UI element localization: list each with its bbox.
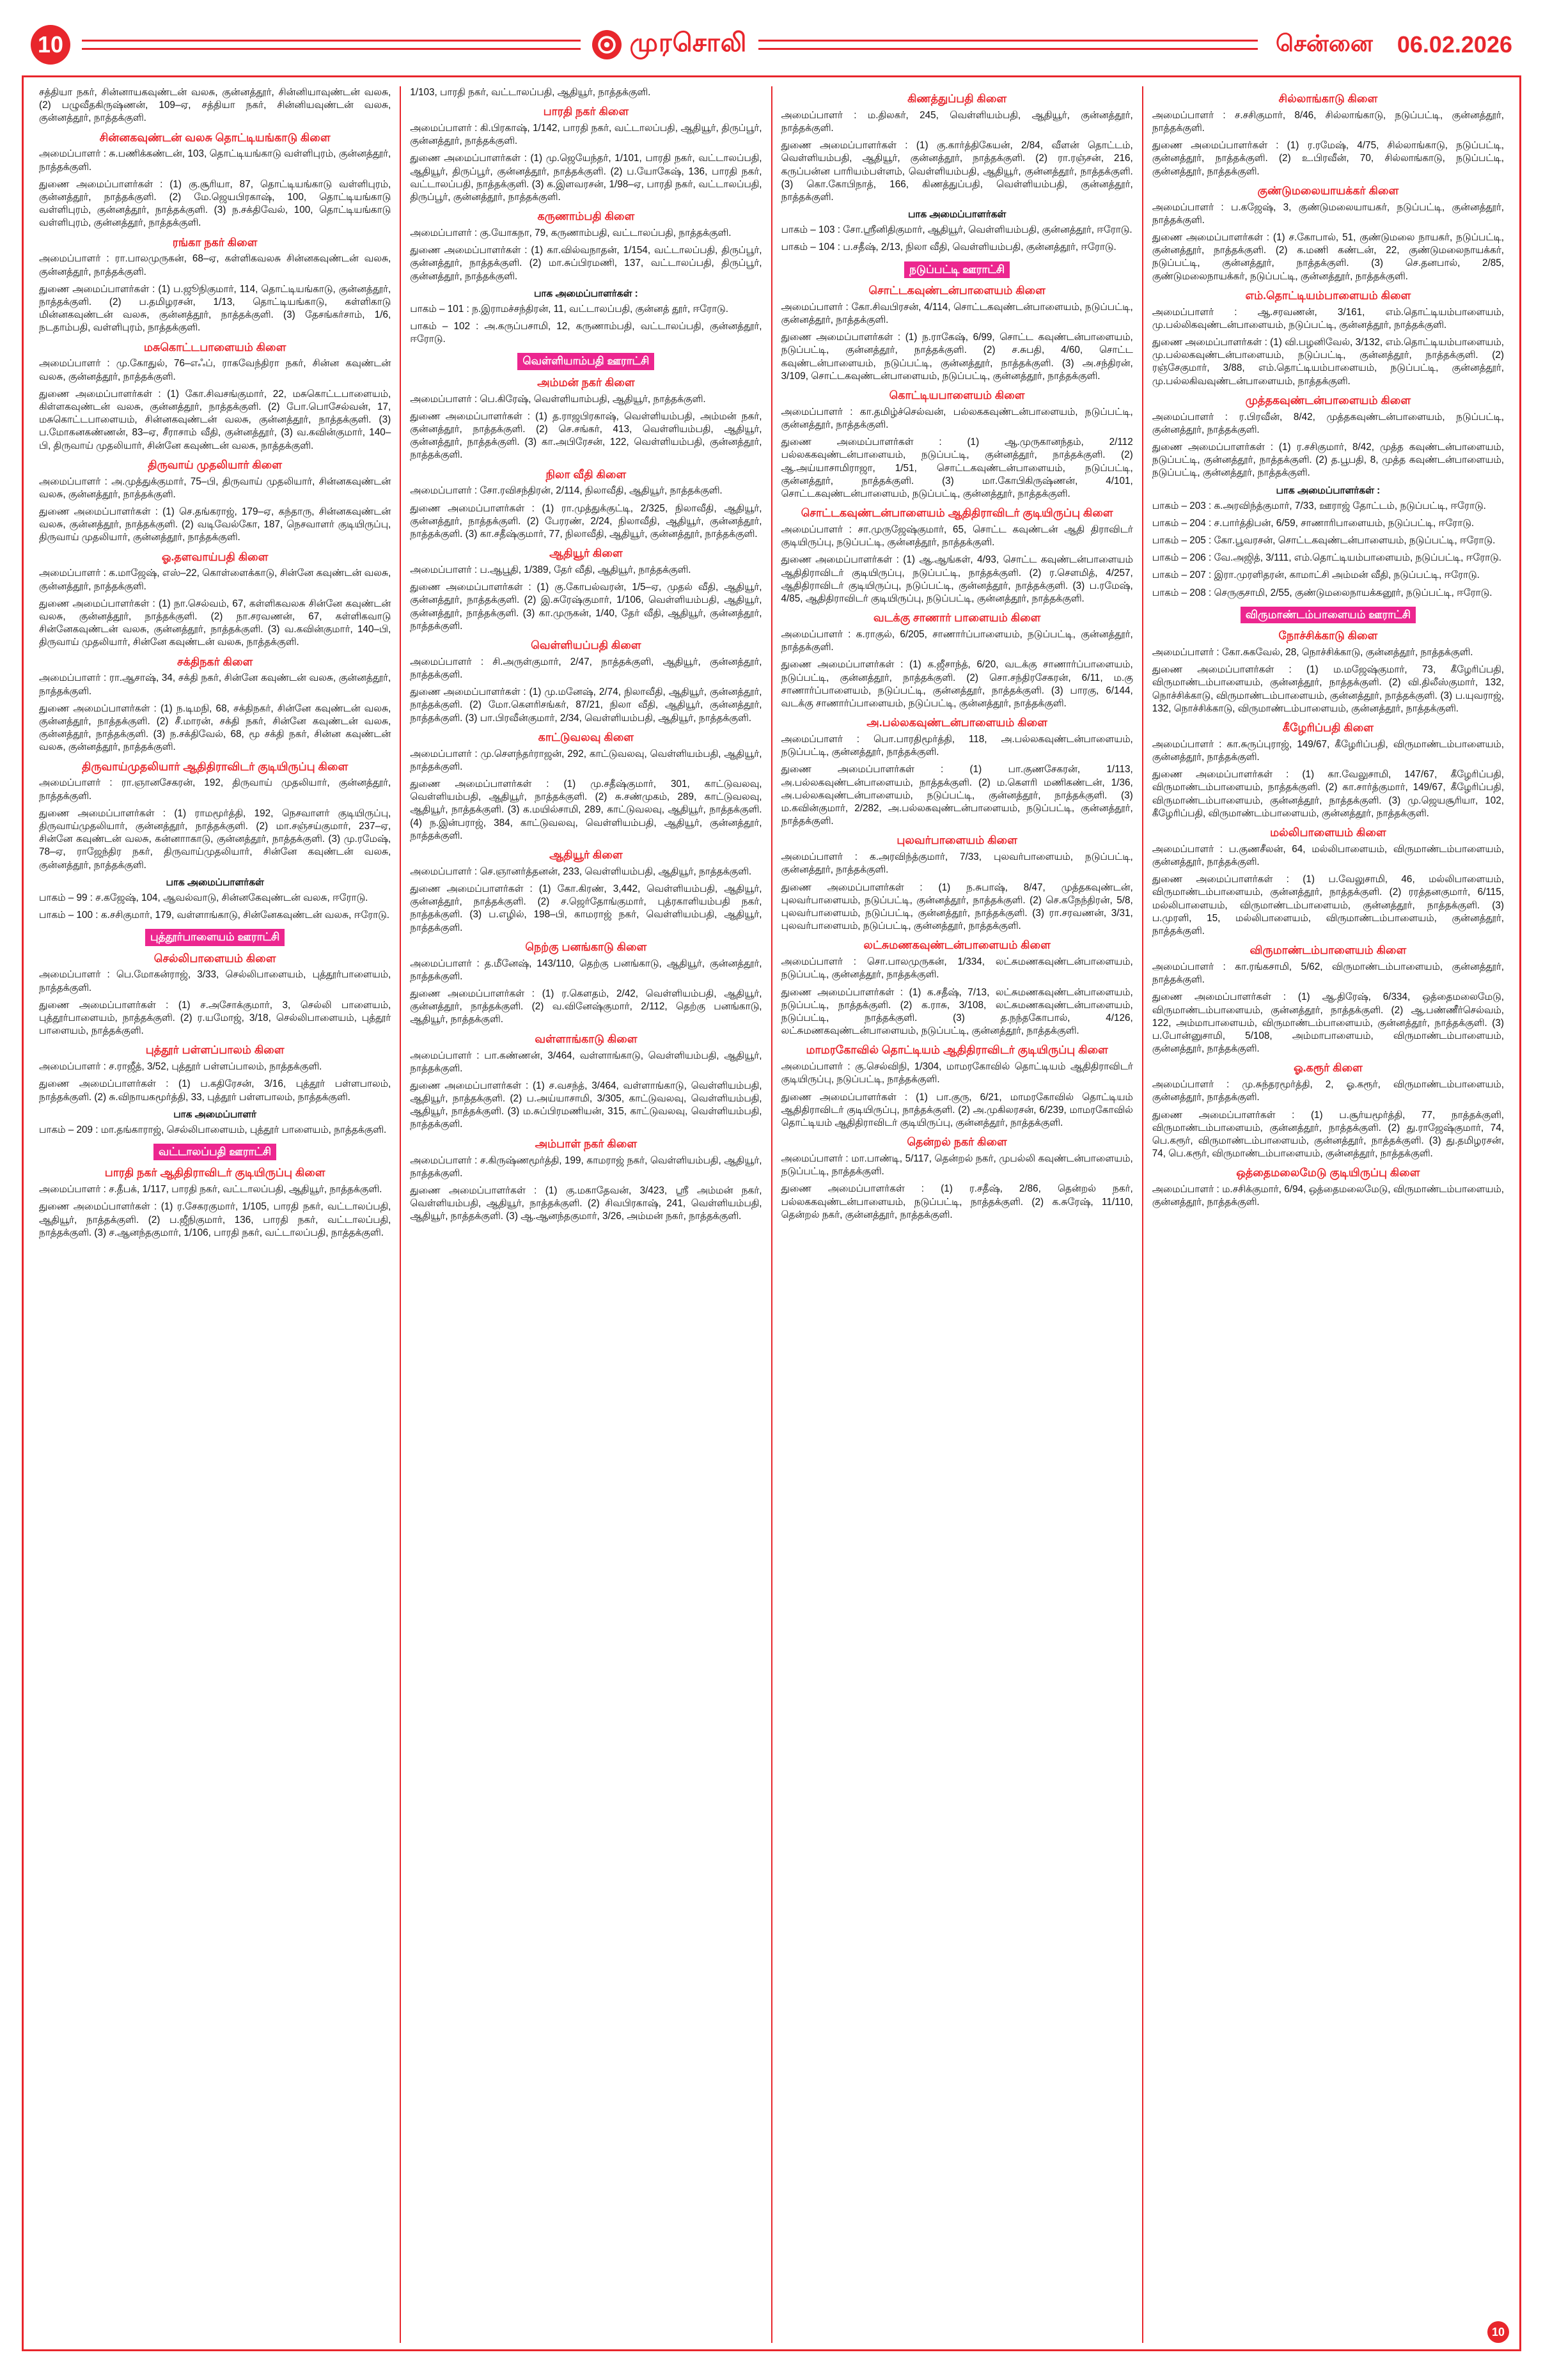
body-paragraph: துணை அமைப்பாளர்கள் : (1) பா.குணசேகரன், 1/113, அ.பல்லகவுண்டன்பாளையம், நாத்தக்குளி. (2) ம.கௌரி மணிகண்டன், 1/36, அ.பல்லகவுண்டன்பாளையம், நடுப்பட்டி, குன்னத்தூர், நாத்தக்குளி. (3) ம.கவின்குமார், 2/282, அ.பல்லகவுண்டன்பாளையம், நடுப்பட்டி, குன்னத்தூர், நாத்தக்குளி. <box>781 764 1133 827</box>
ward-heading: வட்டாலப்பதி ஊராட்சி <box>153 1144 276 1160</box>
body-paragraph: சத்தியா நகர், சின்னாயகவுண்டன் வலசு, குன்னத்தூர், சின்னியாவுண்டன் வலசு, (2) பழுவீதகிருஷ்ணன், 109–ஏ, சத்தியா நகர், சின்னியவுண்டன் வலசு, குன்னத்தூர், நாத்தக்குளி. <box>39 87 391 124</box>
body-paragraph: பாகம் – 99 : ச.கஜேஷ், 104, ஆவல்வாடு, சின்னகேவுண்டன் வலசு, ஈரோடு. <box>39 892 368 903</box>
body-paragraph: துணை அமைப்பாளர்கள் : (1) கா.வேலுசாமி, 147/67, கீழேரிப்பதி, விருமாண்டம்பாளையம், நாத்தக்குளி. (2) கா.சார்த்குமார், 149/67, கீழேரிப்பதி, விருமாண்டம்பாளையம், குன்னத்தூர், நாத்தக்குளி. (3) மு.ஜெயசூரியா, 102, கீழேரிப்பதி, விருமாண்டம்பாளையம், குன்னத்தூர், நாத்தக்குளி. <box>1152 769 1504 819</box>
body-paragraph: பாகம் – 207 : இரா.முரளிதரன், காமாட்சி அம்மன் வீதி, நடுப்பட்டி, ஈரோடு. <box>1152 570 1480 581</box>
body-paragraph: அமைப்பாளர் : க.அரவிந்த்குமார், 7/33, புலவர்பாளையம், நடுப்பட்டி, குன்னத்தூர், நாத்தக்குளி. <box>781 852 1133 876</box>
body-paragraph: அமைப்பாளர் : மு.சுந்தரமூர்த்தி, 2, ஓ.கரூர், விருமாண்டம்பாளையம், குன்னத்தூர், நாத்தக்குளி. <box>1152 1079 1504 1103</box>
body-paragraph: அமைப்பாளர் : சொ.பாலமுருகன், 1/334, லட்சுமணகவுண்டன்பாளையம், நடுப்பட்டி, குன்னத்தூர், நாத்தக்குளி. <box>781 956 1133 981</box>
edition-info <box>1269 30 1512 60</box>
body-paragraph: அமைப்பாளர் : ம.திலகர், 245, வெள்ளியம்பதி, ஆதியூர், குன்னத்தூர், நாத்தக்குளி. <box>781 109 1133 134</box>
branch-heading: அ.பல்லகவுண்டன்பாளையம் கிளை <box>866 716 1047 729</box>
branch-heading: திருவாய் முதலியார் கிளை <box>148 458 283 471</box>
branch-heading: வடக்கு சாணார் பாளையம் கிளை <box>873 611 1041 625</box>
body-paragraph: அமைப்பாளர் : ஆ.சரவணன், 3/161, எம்.தொட்டியம்பாளையம், மு.பல்லிகவுண்டன்பாளையம், நடுப்பட்டி, குன்னத்தூர், நாத்தக்குளி. <box>1152 306 1504 331</box>
branch-heading: சின்னகவுண்டன் வலசு தொட்டியங்காடு கிளை <box>99 130 331 144</box>
body-paragraph: அமைப்பாளர் : பா.கண்ணன், 3/464, வள்ளாங்காடு, வெள்ளியம்பதி, ஆதியூர், நாத்தக்குளி. <box>410 1050 762 1074</box>
branch-heading: ஓ.தளவாய்பதி கிளை <box>161 550 269 563</box>
body-paragraph: துணை அமைப்பாளர்கள் : (1) ச.வசந்த், 3/464, வள்ளாங்காடு, வெள்ளியம்பதி, ஆதியூர், நாத்தக்குளி. (2) ப.அய்யாசாமி, 3/305, காட்டுவலவு, வெள்ளியம்பதி, ஆதியூர், நாத்தக்குளி. (3) ம.சுப்பிரமணியன், 315, காட்டுவலவு, வெள்ளியம்பதி, நாத்தக்குளி. <box>410 1080 762 1130</box>
body-paragraph: துணை அமைப்பாளர்கள் : (1) கு.சூரியா, 87, தொட்டியங்காடு வள்ளிபுரம், குன்னத்தூர், நாத்தக்குளி. (2) மே.ஜெயபிரகாஷ், 100, தொட்டியங்காடு வள்ளிபுரம், குன்னத்தூர், நாத்தக்குளி. (3) ந.சக்திவேல், 100, தொட்டியங்காடு வள்ளிபுரம், குன்னத்தூர், நாத்தக்குளி. <box>39 178 391 229</box>
branch-heading: கொட்டியபாளையம் கிளை <box>889 388 1025 401</box>
body-paragraph: அமைப்பாளர் : ச.தீபக், 1/117, பாரதி நகர், வட்டாலப்பதி, ஆதியூர், நாத்தக்குளி. <box>39 1184 382 1195</box>
branch-heading: ஆதியூர் கிளை <box>549 547 623 560</box>
section-subheading: பாக அமைப்பாளர்கள் : <box>534 288 638 299</box>
ward-heading: விருமாண்டம்பாளையம் ஊராட்சி <box>1241 607 1416 623</box>
page-number-badge: 10 <box>31 25 70 65</box>
body-paragraph: துணை அமைப்பாளர்கள் : (1) ப.ஜூநிகுமார், 114, தொட்டியங்காடு, குன்னத்தூர், நாத்தக்குளி. (2) ப.தமிழரசன், 1/13, தொட்டியங்காடு, கள்ளிகாடு மின்னகவுண்டன் வலசு, குன்னத்தூர், நாத்தக்குளி. (3) தேசங்கர்சாம், 1/6, நடதாம்பதி, வள்ளிபுரம், நாத்தக்குளி. <box>39 283 391 334</box>
body-paragraph: துணை அமைப்பாளர்கள் : (1) ஆ.திரேஷ், 6/334, ஒத்தைமலைமேடு, விருமாண்டம்பாளையம், குன்னத்தூர், நாத்தக்குளி. (2) ஆ.பண்ணீர்செல்வம், 122, அம்மாபாளையம், விருமாண்டம்பாளையம், குன்னத்தூர், நாத்தக்குளி. (3) ப.போன்னுசாமி, 5/108, அம்மாபாளையம், விருமாண்டம்பாளையம், குன்னத்தூர், நாத்தக்குளி. <box>1152 992 1504 1055</box>
body-paragraph: துணை அமைப்பாளர்கள் : (1) நா.செல்வம், 67, கள்ளிகவலசு சின்னே கவுண்டன் வலசு, குன்னத்தூர், நாத்தக்குளி. (2) நா.சரவணன், 67, கள்ளிகவாடு சின்னேகவுண்டன் வலசு, குன்னத்தூர், நாத்தக்குளி. (3) வ.கவின்குமார், 140–பி, திருவாய் முதலியார், சின்னே கவுண்டன் வலசு, நாத்தக்குளி. <box>39 598 391 648</box>
branch-heading: கீழேரிப்பதி கிளை <box>1282 720 1374 734</box>
body-paragraph: அமைப்பாளர் : பொ.பாரதிமூர்த்தி, 118, அ.பல்லகவுண்டன்பாளையம், நடுப்பட்டி, குன்னத்தூர், நாத்தக்குளி. <box>781 734 1133 758</box>
section-subheading: பாக அமைப்பாளர் <box>173 1108 256 1120</box>
body-paragraph: பாகம் – 208 : செருகுசாமி, 2/55, குண்டுமலைநாயக்கனூர், நடுப்பட்டி, ஈரோடு. <box>1152 587 1492 598</box>
body-paragraph: பாகம் – 100 : க.சசிகுமார், 179, வள்ளாங்காடு, சின்னேகவுண்டன் வலசு, ஈரோடு. <box>39 909 390 921</box>
body-paragraph: துணை அமைப்பாளர்கள் : (1) ஆ.முருகானந்தம், 2/112 பல்லககவுண்டன்பாளையம், நடுப்பட்டி, குன்னத்தூர், நாத்தக்குளி. (2) ஆ.அய்யாசாமிராஜா, 1/51, சொட்டகவுண்டன்பாளையம், நடுப்பட்டி, குன்னத்தூர், நாத்தக்குளி. (3) மா.கோபிகிருஷ்ணன், 4/101, சொட்டகவுண்டன்பாளையம், நடுப்பட்டி, குன்னத்தூர், நாத்தக்குளி. <box>781 437 1133 499</box>
masthead <box>22 18 1521 72</box>
branch-heading: சொட்டகவுண்டன்பாளையம் ஆதிதிராவிடர் குடியிருப்பு கிளை <box>801 506 1113 520</box>
body-paragraph: பாகம் – 203 : க.அரவிந்த்குமார், 7/33, ஊராஜ் தோட்டம், நடுப்பட்டி, ஈரோடு. <box>1152 500 1486 511</box>
content-frame <box>22 75 1521 2351</box>
body-paragraph: அமைப்பாளர் : கு.யோகநா, 79, கருணாம்பதி, வட்டாலப்பதி, நாத்தக்குளி. <box>410 228 732 239</box>
body-paragraph: துணை அமைப்பாளர்கள் : (1) ப.சூர்யமூர்த்தி, 77, நாத்தக்குளி, விருமாண்டம்பாளையம், குன்னத்தூர், நாத்தக்குளி. (2) து.ராஜேஷ்குமார், 74, பெ.கரூர், விருமாண்டம்பாளையம், குன்னத்தூர், நாத்தக்குளி. (3) து.தமிழரசன், 74, பெ.கரூர், விருமாண்டம்பாளையம், குன்னத்தூர், நாத்தக்குளி. <box>1152 1109 1504 1160</box>
body-paragraph: அமைப்பாளர் : சி.அருள்குமார், 2/47, நாத்தக்குளி, ஆதியூர், குன்னத்தூர், நாத்தக்குளி. <box>410 656 762 681</box>
body-paragraph: அமைப்பாளர் : பெ.கிரேஷ், வெள்ளியாம்பதி, ஆதியூர், நாத்தக்குளி. <box>410 393 706 405</box>
body-paragraph: துணை அமைப்பாளர்கள் : (1) செ.தங்கராஜ், 179–ஏ, கந்தாரு, சின்னகவுண்டன் வலசு, குன்னத்தூர், நாத்தக்குளி. (2) வடிவேல்கோ, 187, நெசவாளர் குடியிருப்பு, திருவாய் முதலியார், குன்னத்தூர், நாத்தக்குளி. <box>39 506 391 543</box>
body-paragraph: துணை அமைப்பாளர்கள் : (1) ந.டிமநி, 68, சக்திநகர், சின்னே கவுண்டன் வலசு, குன்னத்தூர், நாத்தக்குளி. (2) சீ.மாரன், சக்தி நகர், சின்னே கவுண்டன் வலசு, குன்னத்தூர், நாத்தக்குளி. (3) ந.சக்திவேல், 68, மூ சக்தி நகர், சின்ன கவுண்டன் வலசு, குன்னத்தூர், நாத்தக்குளி. <box>39 703 391 753</box>
body-paragraph: அமைப்பாளர் : ரா.ஆசாஷ், 34, சக்தி நகர், சின்னே கவுண்டன் வலசு, குன்னத்தூர், நாத்தக்குளி. <box>39 673 391 697</box>
branch-heading: பாரதி நகர் கிளை <box>543 105 629 118</box>
section-subheading: பாக அமைப்பாளர்கள் <box>907 209 1006 221</box>
body-paragraph: துணை அமைப்பாளர்கள் : (1) வி.பழனிவேல், 3/132, எம்.தொட்டியம்பாளையம், மு.பல்லகவுண்டன்பாளையம், நடுப்பட்டி, குன்னத்தூர், நாத்தக்குளி. (2) ரஞ்சேகுமார், 3/88, எம்.தொட்டியம்பாளையம், நடுப்பட்டி, குன்னத்தூர், மு.பல்லகிவவுண்டன்பாளையம், நாத்தக்குளி. <box>1152 337 1504 387</box>
branch-heading: செல்லிபாளையம் கிளை <box>153 951 276 965</box>
body-paragraph: அமைப்பாளர் : ச.கிருஷ்ணமூர்த்தி, 199, காமராஜ் நகர், வெள்ளியம்பதி, ஆதியூர், நாத்தக்குளி. <box>410 1155 762 1179</box>
edition-date: 06.02.2026 <box>1397 31 1512 58</box>
body-paragraph: துணை அமைப்பாளர்கள் : (1) ச.கோபால், 51, குண்டுமலை நாயகர், நடுப்பட்டி, குன்னத்தூர், நாத்தக்குளி. (2) க.மணி கண்டன், 22, குண்டுமலைநாயக்கர், நடுப்பட்டி, குன்னத்தூர், நாத்தக்குளி. (3) செ.தனபால், 2/85, குண்டுமலைநாயக்கர், நடுப்பட்டி, குன்னத்தூர், நாத்தக்குளி. <box>1152 232 1504 282</box>
body-paragraph: அமைப்பாளர் : மா.பாண்டி, 5/117, தென்றல் நகர், முபல்லி கவுண்டன்பாளையம், நடுப்பட்டி, நாத்தக்குளி. <box>781 1153 1133 1178</box>
body-paragraph: அமைப்பாளர் : கோ.சிவபிரசன், 4/114, சொட்டகவுண்டன்பாளையம், நடுப்பட்டி, குன்னத்தூர், நாத்தக்குளி. <box>781 301 1133 326</box>
body-paragraph: துணை அமைப்பாளர்கள் : (1) கு.கோபல்வரன், 1/5–ஏ, முதல் வீதி, ஆதியூர், குன்னத்தூர், நாத்தக்குளி. (2) இ.சுரேஷ்குமார், 1/106, வெள்ளியம்பதி, ஆதியூர், குன்னத்தூர், நாத்தக்குளி. (3) கா.முருகன், 1/40, தேர் வீதி, ஆதியூர், குன்னத்தூர், நாத்தக்குளி. <box>410 582 762 632</box>
body-paragraph: துணை அமைப்பாளர்கள் : (1) பா.குரு, 6/21, மாமரகோவில் தொட்டியம் ஆதிதிராவிடர் குடியிருப்பு, நாத்தக்குளி. (2) அ.முகிலரசன், 6/239, மாமரகோவில் தொட்டியம் ஆதிதிராவிடர் குடியிருப்பு, குன்னத்தூர், நாத்தக்குளி. <box>781 1091 1133 1128</box>
section-subheading: பாக அமைப்பாளர்கள் : <box>1276 485 1381 496</box>
branch-heading: சக்திநகர் கிளை <box>176 655 253 668</box>
body-paragraph: பாகம் – 102 : அ.கருப்பசாமி, 12, கருணாம்பதி, வட்டாலப்பதி, குன்னத்தூர், ஈரோடு. <box>410 321 762 345</box>
branch-heading: ஓ.கரூர் கிளை <box>1293 1061 1363 1075</box>
body-paragraph: அமைப்பாளர் : ரா.ஞானசேகரன், 192, திருவாய் முதலியார், குன்னத்தூர், நாத்தக்குளி. <box>39 777 391 802</box>
column-3 <box>772 86 1143 2343</box>
branch-heading: தென்றல் நகர் கிளை <box>907 1135 1007 1149</box>
body-paragraph: அமைப்பாளர் : கா.தமிழ்ச்செல்வன், பல்லககவுண்டன்பாளையம், நடுப்பட்டி, குன்னத்தூர், நாத்தக்குளி. <box>781 406 1133 431</box>
body-paragraph: பாகம் – 101 : ந.இராமச்சந்திரன், 11, வட்டாலப்பதி, குன்னத் தூர், ஈரோடு. <box>410 303 728 315</box>
branch-heading: நோச்சிக்காடு கிளை <box>1278 629 1378 642</box>
body-paragraph: துணை அமைப்பாளர்கள் : (1) ம.மஜேஷ்குமார், 73, கீழேரிப்பதி, விருமாண்டம்பாளையம், குன்னத்தூர், நாத்தக்குளி. (2) வி.திலீஸ்குமார், 132, நொச்சிக்காடு, விருமாண்டம்பாளையம், குன்னத்தூர், நாத்தக்குளி. (3) ப.யுவராஜ், 132, நொச்சிக்காடு, விருமாண்டம்பாளையம், குன்னத்தூர், நாத்தக்குளி. <box>1152 664 1504 714</box>
branch-heading: சில்லாங்காடு கிளை <box>1278 92 1378 105</box>
body-paragraph: பாகம் – 205 : கோ.பூவரசன், சொட்டகவுண்டன்பாளையம், நடுப்பட்டி, ஈரோடு. <box>1152 535 1496 546</box>
ward-heading: வெள்ளியாம்பதி ஊராட்சி <box>517 353 654 369</box>
body-paragraph: துணை அமைப்பாளர்கள் : (1) மு.சதீஷ்குமார், 301, காட்டுவலவு, வெள்ளியம்பதி, ஆதியூர், நாத்தக்குளி. (2) சு.சண்முகம், 289, காட்டுவலவு, ஆதியூர், நாத்தக்குளி. (3) க.மயில்சாமி, 289, காட்டுவலவு, ஆதியூர், நாத்தக்குளி. (4) ந.இன்பராஜ், 384, காட்டுவலவு, வெள்ளியம்பதி, ஆதியூர், குன்னத்தூர், நாத்தக்குளி. <box>410 779 762 841</box>
body-paragraph: அமைப்பாளர் : ப.ஆபூதி, 1/389, தேர் வீதி, ஆதியூர், நாத்தக்குளி. <box>410 564 691 576</box>
branch-heading: ஒத்தைமலைமேடு குடியிருப்பு கிளை <box>1236 1166 1420 1179</box>
column-2 <box>401 86 772 2343</box>
body-paragraph: துணை அமைப்பாளர்கள் : (1) ரா.முத்துக்குட்டி, 2/325, நிலாவீதி, ஆதியூர், குன்னத்தூர், நாத்தக்குளி. (2) பேரரண், 2/24, நிலாவீதி, ஆதியூர், குன்னத்தூர், நாத்தக்குளி. (3) கா.சதீஷ்குமார், 77, நிலாவீதி, ஆதியூர், குன்னத்தூர், நாத்தக்குளி. <box>410 502 762 540</box>
body-paragraph: துணை அமைப்பாளர்கள் : (1) மு.மனேஷ், 2/74, நிலாவீதி, ஆதியூர், குன்னத்தூர், நாத்தக்குளி. (2) மோ.கௌரிசங்கர், 87/21, நிலா வீதி, ஆதியூர், குன்னத்தூர், நாத்தக்குளி. (3) பா.பிரவீன்குமார், 2/34, வெள்ளியம்பதி, ஆதியூர், நாத்தக்குளி. <box>410 687 762 724</box>
body-paragraph: துணை அமைப்பாளர்கள் : (1) ந.சுபாஷ், 8/47, முத்தகவுண்டன், புலவர்பாளையம், நடுப்பட்டி, குன்னத்தூர், நாத்தக்குளி. (2) செ.கநேந்திரன், 5/8, புலவர்பாளையம், நடுப்பட்டி, குன்னத்தூர், நாத்தக்குளி. (3) ரா.சரவணன், 3/31, புலவர்பாளையம், நடுப்பட்டி, குன்னத்தூர், நாத்தக்குளி. <box>781 882 1133 932</box>
branch-heading: பாரதி நகர் ஆதிதிராவிடர் குடியிருப்பு கிளை <box>104 1166 325 1179</box>
body-paragraph: அமைப்பாளர் : அ.முத்துக்குமார், 75–பி, திருவாய் முதலியார், சின்னகவுண்டன் வலசு, குன்னத்தூர், நாத்தக்குளி. <box>39 476 391 500</box>
body-paragraph: அமைப்பாளர் : ச.சசிகுமார், 8/46, சில்லாங்காடு, நடுப்பட்டி, குன்னத்தூர், நாத்தக்குளி. <box>1152 109 1504 134</box>
branch-heading: வள்ளாங்காடு கிளை <box>535 1032 638 1045</box>
body-paragraph: அமைப்பாளர் : கு.செல்விநி, 1/304, மாமரகோவில் தொட்டியம் ஆதிதிராவிடர் குடியிருப்பு, நடுப்பட்டி, நாத்தக்குளி. <box>781 1061 1133 1085</box>
body-paragraph: அமைப்பாளர் : ப.குணசீலன், 64, மல்லிபாளையம், விருமாண்டம்பாளையம், குன்னத்தூர், நாத்தக்குளி. <box>1152 843 1504 868</box>
section-subheading: பாக அமைப்பாளர்கள் <box>166 876 264 888</box>
ward-heading: புத்தூர்பாளையம் ஊராட்சி <box>145 929 285 945</box>
edition-city: சென்னை <box>1275 29 1373 56</box>
body-paragraph: 1/103, பாரதி நகர், வட்டாலப்பதி, ஆதியூர், நாத்தக்குளி. <box>410 87 651 98</box>
branch-heading: மசுகொட்டபாளையம் கிளை <box>143 340 286 354</box>
branch-heading: காட்டுவலவு கிளை <box>538 730 634 743</box>
body-paragraph: துணை அமைப்பாளர்கள் : (1) கோ.சிவசங்குமார், 22, மசுகொட்டபாளையம், கிள்ளகவுண்டன் வலசு, குன்னத்தூர், நாத்தக்குளி. (2) போ.பொசேல்வன், 17, மசுகொட்டபாளையம், சின்னகவுண்டன் வலசு, குன்னத்தூர், நாத்தக்குளி. (3) ப.மோகனகண்ணன், 83–ஏ, சீராசாம் வீதி, குன்னத்தூர், (3) வ.கவின்குமார், 140–பி, திருவாய் முதலியார், சின்னே கவுண்டன் வலசு, நாத்தக்குளி. <box>39 388 391 451</box>
body-paragraph: அமைப்பாளர் : ப.கஜேஷ், 3, குண்டுமலையாயகர், நடுப்பட்டி, குன்னத்தூர், நாத்தக்குளி. <box>1152 201 1504 226</box>
branch-heading: திருவாய்முதலியார் ஆதிதிராவிடர் குடியிருப்பு கிளை <box>82 759 349 773</box>
branch-heading: கிணத்துப்பதி கிளை <box>907 92 1007 105</box>
branch-heading: புத்தூர் பள்ளப்பாலம் கிளை <box>145 1043 285 1057</box>
body-paragraph: துணை அமைப்பாளர்கள் : (1) த.ராஜபிரகாஷ், வெள்ளியம்பதி, அம்மன் நகர், குன்னத்தூர், நாத்தக்குளி. (2) செ.சங்கர், 413, வெள்ளியம்பதி, ஆதியூர், குன்னத்தூர், நாத்தக்குளி. (3) கா.அபிரேசன், 122, வெள்ளியம்பதி, குன்னத்தூர், நாத்தக்குளி. <box>410 410 762 461</box>
ward-heading: நடுப்பட்டி ஊராட்சி <box>904 261 1010 278</box>
body-paragraph: துணை அமைப்பாளர்கள் : (1) கோ.கிரண், 3,442, வெள்ளியம்பதி, ஆதியூர், குன்னத்தூர், நாத்தக்குளி. (2) ச.ஜெர்தோங்குமார், புத்ரகாளியம்பதி நகர், நாத்தக்குளி. (3) ப.எழில், 198–பி, காமராஜ் நகர், வெள்ளியம்பதி, ஆதியூர், நாத்தக்குளி. <box>410 883 762 933</box>
branch-heading: வெள்ளியப்பதி கிளை <box>531 639 641 652</box>
body-paragraph: துணை அமைப்பாளர்கள் : (1) ப.கதிரேசன், 3/16, புத்தூர் பள்ளபாலம், நாத்தக்குளி. (2) சு.விநாயகமூர்த்தி, 33, புத்தூர் பள்ளபாலம், நாத்தக்குளி. <box>39 1078 391 1103</box>
body-paragraph: துணை அமைப்பாளர்கள் : (1) கு.மகாதேவன், 3/423, ஸ்ரீ அம்மன் நகர், வெள்ளியம்பதி, ஆதியூர், நாத்தக்குளி. (2) சிவபிரகாஷ், 241, வெள்ளியம்பதி, ஆதியூர், நாத்தக்குளி. (3) ஆ.ஆனந்தகுமார், 3/26, அம்மன் நகர், நாத்தக்குளி. <box>410 1185 762 1222</box>
branch-heading: நிலா வீதி கிளை <box>545 467 627 481</box>
body-paragraph: துணை அமைப்பாளர்கள் : (1) மு.ஜெயேந்தர், 1/101, பாரதி நகர், வட்டாலப்பதி, ஆதியூர், திருப்பூர், குன்னத்தூர், நாத்தக்குளி. (2) ப.யோகேஷ், 136, பாரதி நகர், வட்டாலப்பதி, நாத்தக்குளி. (3) க.இளவரசன், 1/98–ஏ, பாரதி நகர், வட்டாலப்பதி, திருப்பூர், குன்னத்தூர், நாத்தக்குளி. <box>410 153 762 203</box>
column-container <box>30 86 1513 2343</box>
column-4 <box>1143 86 1513 2343</box>
branch-heading: அம்பாள் நகர் கிளை <box>535 1137 638 1150</box>
body-paragraph: துணை அமைப்பாளர்கள் : (1) ர.கௌதம், 2/42, வெள்ளியம்பதி, ஆதியூர், குன்னத்தூர், நாத்தக்குளி. (2) வ.வினேஷ்குமார், 2/112, தெற்கு பனங்காடு, ஆதியூர், நாத்தக்குளி. <box>410 988 762 1025</box>
body-paragraph: அமைப்பாளர் : மு.கோதுல், 76–எஃப், ராகவேந்திரா நகர், சின்ன கவுண்டன் வலசு, குன்னத்தூர், நாத்தக்குளி. <box>39 358 391 382</box>
branch-heading: முத்தகவுண்டன்பாளையம் கிளை <box>1245 393 1411 407</box>
body-paragraph: அமைப்பாளர் : கோ.சுகவேல், 28, நொச்சிக்காடு, குன்னத்தூர், நாத்தக்குளி. <box>1152 647 1473 658</box>
body-paragraph: துணை அமைப்பாளர்கள் : (1) ர.சதீஷ், 2/86, தென்றல் நகர், பல்லககவுண்டன்பாளையம், நடுப்பட்டி, நாத்தக்குளி. (2) க.சுரேஷ், 11/110, தென்றல் நகர், குன்னத்தூர், நாத்தக்குளி. <box>781 1183 1133 1220</box>
body-paragraph: அமைப்பாளர் : ர.பிரவீன், 8/42, முத்தகவுண்டன்பாளையம், நடுப்பட்டி, குன்னத்தூர், நாத்தக்குளி. <box>1152 411 1504 435</box>
body-paragraph: அமைப்பாளர் : க.ராகுல், 6/205, சாணார்ப்பாளையம், நடுப்பட்டி, குன்னத்தூர், நாத்தக்குளி. <box>781 629 1133 653</box>
body-paragraph: துணை அமைப்பாளர்கள் : (1) க.ஜீசாந்த், 6/20, வடக்கு சாணார்ப்பாளையம், நடுப்பட்டி, குன்னத்தூர், நாத்தக்குளி. (2) சொ.சந்திரசேகரன், 6/11, ம.கு சாணார்ப்பாளையம், நடுப்பட்டி, குன்னத்தூர், நாத்தக்குளி. (3) பாரகு, 6/144, வடக்கு சாணார்ப்பாளையம், நடுப்பட்டி, குன்னத்தூர், நாத்தக்குளி. <box>781 659 1133 709</box>
body-paragraph: துணை அமைப்பாளர்கள் : (1) ர.சேகரகுமார், 1/105, பாரதி நகர், வட்டாலப்பதி, ஆதியூர், நாத்தக்குளி. (2) ப.ஜீநிகுமார், 136, பாரதி நகர், வட்டாலப்பதி, நாத்தக்குளி. (3) ச.ஆனந்தகுமார், 1/106, பாரதி நகர், வட்டாலப்பதி, நாத்தக்குளி. <box>39 1201 391 1238</box>
body-paragraph: அமைப்பாளர் : ம.சசிக்குமார், 6/94, ஒத்தைமலைமேடு, விருமாண்டம்பாளையம், குன்னத்தூர், நாத்தக்குளி. <box>1152 1184 1504 1208</box>
branch-heading: மாமரகோவில் தொட்டியம் ஆதிதிராவிடர் குடியிருப்பு கிளை <box>806 1043 1108 1057</box>
body-paragraph: அமைப்பாளர் : சோ.ரவிசந்திரன், 2/114, நிலாவீதி, ஆதியூர், நாத்தக்குளி. <box>410 485 723 497</box>
body-paragraph: அமைப்பாளர் : த.மீனேஷ், 143/110, தெற்கு பனங்காடு, ஆதியூர், குன்னத்தூர், நாத்தக்குளி. <box>410 958 762 982</box>
body-paragraph: துணை அமைப்பாளர்கள் : (1) ப.வேலுசாமி, 46, மல்லிபாளையம், விருமாண்டம்பாளையம், குன்னத்தூர், நாத்தக்குளி. (2) ரரத்தனகுமார், 6/115, மல்லிபாளையம், விருமாண்டம்பாளையம், குன்னத்தூர், நாத்தக்குளி. (3) ப.முரளி, 15, மல்லிபாளையம், விருமாண்டம்பாளையம், குன்னத்தூர், நாத்தக்குளி. <box>1152 874 1504 937</box>
page-footer-badge: 10 <box>1487 2321 1509 2343</box>
branch-heading: ஆதியூர் கிளை <box>549 848 623 862</box>
body-paragraph: துணை அமைப்பாளர்கள் : (1) ச.அசோக்குமார், 3, செல்லி பாளையம், புத்தூர்பாளையம், நாத்தக்குளி. (2) ர.யமோஜ், 3/18, செல்லிபாளையம், புத்தூர் பாளையம், நாத்தக்குளி. <box>39 999 391 1037</box>
body-paragraph: பாகம் – 103 : சோ.ஸ்ரீனிதிகுமார், ஆதியூர், வெள்ளியம்பதி, குன்னத்தூர், ஈரோடு. <box>781 224 1132 236</box>
body-paragraph: அமைப்பாளர் : சா.முருஜேஷ்குமார், 65, சொட்ட கவுண்டன் ஆதி திராவிடர் குடியிருப்பு, நடுப்பட்டி, குன்னத்தூர், நாத்தக்குளி. <box>781 524 1133 548</box>
branch-heading: புலவர்பாளையம் கிளை <box>897 834 1017 847</box>
body-paragraph: பாகம் – 104 : ப.சதீஷ், 2/13, நிலா வீதி, வெள்ளியம்பதி, குன்னத்தூர், ஈரோடு. <box>781 242 1116 253</box>
branch-heading: மல்லிபாளையம் கிளை <box>1270 825 1386 839</box>
masthead-rule-right <box>758 40 1257 50</box>
body-paragraph: அமைப்பாளர் : ச.ராஜீத், 3/52, புத்தூர் பள்ளப்பாலம், நாத்தக்குளி. <box>39 1061 322 1073</box>
publication-name: முரசொலி <box>629 29 748 57</box>
body-paragraph: துணை அமைப்பாளர்கள் : (1) க.சதீஷ், 7/13, லட்சுமணகவுண்டன்பாளையம், நடுப்பட்டி, நாத்தக்குளி. (2) க.ராசு, 3/108, லட்சுமணகவுண்டன்பாளையம், நடுப்பட்டி, நாத்தக்குளி. (3) த.நந்தகோபால், 4/126, லட்சுமணகவுண்டன்பாளையம், நடுப்பட்டி, குன்னத்தூர், நாத்தக்குளி. <box>781 986 1133 1037</box>
masthead-rule-left <box>82 40 581 50</box>
body-paragraph: துணை அமைப்பாளர்கள் : (1) ர.ரமேஷ், 4/75, சில்லாங்காடு, நடுப்பட்டி, குன்னத்தூர், நாத்தக்குளி. (2) உ.பிரவீன், 70, சில்லாங்காடு, நடுப்பட்டி, குன்னத்தூர், நாத்தக்குளி. <box>1152 140 1504 177</box>
body-paragraph: துணை அமைப்பாளர்கள் : (1) ந.ராகேஷ், 6/99, சொட்ட கவுண்டன்பாளையம், நடுப்பட்டி, குன்னத்தூர், நாத்தக்குளி. (2) ச.சுபதி, 4/60, சொட்ட கவுண்டன்பாளையம், நடுப்பட்டி, குன்னத்தூர், நாத்தக்குளி. (3) அ.சந்திரன், 3/109, சொட்டகவுண்டன்பாளையம், நடுப்பட்டி, குன்னத்தூர், நாத்தக்குளி. <box>781 332 1133 382</box>
body-paragraph: அமைப்பாளர் : பெ.மோகன்ராஜ், 3/33, செல்லிபாளையம், புத்தூர்பாளையம், நாத்தக்குளி. <box>39 969 391 993</box>
body-paragraph: பாகம் – 209 : மா.தங்காராஜ், செல்லிபாளையம், புத்தூர் பாளையம், நாத்தக்குளி. <box>39 1124 387 1135</box>
body-paragraph: அமைப்பாளர் : க.மாஜேஷ், எஸ்–22, கொள்ளைக்காடு, சின்னே கவுண்டன் வலசு, குன்னத்தூர், நாத்தக்குளி. <box>39 568 391 592</box>
body-paragraph: பாகம் – 204 : ச.பார்த்திபன், 6/59, சாணாரிபாளையம், நடுப்பட்டி, ஈரோடு. <box>1152 517 1475 529</box>
body-paragraph: பாகம் – 206 : வே.அஜித், 3/111, எம்.தொட்டியம்பாளையம், நடுப்பட்டி, ஈரோடு. <box>1152 552 1502 564</box>
branch-heading: அம்மன் நகர் கிளை <box>537 375 635 389</box>
body-paragraph: அமைப்பாளர் : சு.பணிக்கண்டன், 103, தொட்டியங்காடு வள்ளிபுரம், குன்னத்தூர், நாத்தக்குளி. <box>39 148 391 173</box>
branch-heading: நெற்கு பனங்காடு கிளை <box>525 940 647 953</box>
body-paragraph: அமைப்பாளர் : மு.சௌந்தர்ராஜன், 292, காட்டுவலவு, வெள்ளியம்பதி, ஆதியூர், நாத்தக்குளி. <box>410 748 762 772</box>
branch-heading: குண்டுமலையாயக்கர் கிளை <box>1257 183 1399 197</box>
body-paragraph: துணை அமைப்பாளர்கள் : (1) ராமமூர்த்தி, 192, நெசவாளர் குடியிருப்பு, திருவாய்முதலியார், குன்னத்தூர், நாத்தக்குளி. (2) மா.சஞ்சய்குமார், 237–ஏ, சின்னே கவுண்டன் வலசு, கன்னாாகாடு, குன்னத்தூர், நாத்தக்குளி. (3) மு.ரமேஷ், 78–ஏ, ராஜேந்திர நகர், திருவாய்முதலியார், சின்னே கவுண்டன் வலசு, குன்னத்தூர், நாத்தக்குளி. <box>39 807 391 871</box>
body-paragraph: துணை அமைப்பாளர்கள் : (1) கா.வில்வநாதன், 1/154, வட்டாலப்பதி, திருப்பூர், குன்னத்தூர், நாத்தக்குளி. (2) மா.சுப்பிரமணி, 137, வட்டாலப்பதி, திருப்பூர், குன்னத்தூர், நாத்தக்குளி. <box>410 245 762 282</box>
branch-heading: ரங்கா நகர் கிளை <box>172 235 258 249</box>
branch-heading: கருணாம்பதி கிளை <box>537 210 635 223</box>
body-paragraph: அமைப்பாளர் : கா.ரங்கசாமி, 5/62, விருமாண்டம்பாளையம், குன்னத்தூர், நாத்தக்குளி. <box>1152 961 1504 986</box>
publication-logo <box>592 29 747 61</box>
column-1 <box>30 86 401 2343</box>
branch-heading: சொட்டகவுண்டன்பாளையம் கிளை <box>868 283 1046 297</box>
body-paragraph: அமைப்பாளர் : கி.பிரகாஷ், 1/142, பாரதி நகர், வட்டாலப்பதி, ஆதியூர், திருப்பூர், குன்னத்தூர், நாத்தக்குளி. <box>410 123 762 147</box>
body-paragraph: துணை அமைப்பாளர்கள் : (1) ர.சசிகுமார், 8/42, முத்த கவுண்டன்பாளையம், நடுப்பட்டி, குன்னத்தூர், நாத்தக்குளி. (2) த.பூபதி, 8, முத்த கவுண்டன்பாளையம், நடுப்பட்டி, குன்னத்தூர், நாத்தக்குளி. <box>1152 442 1504 479</box>
body-paragraph: அமைப்பாளர் : ரா.பாலமுருகன், 68–ஏ, கள்ளிகவலசு சின்னகவுண்டன் வலசு, குன்னத்தூர், நாத்தக்குளி. <box>39 253 391 277</box>
branch-heading: எம்.தொட்டியம்பாளையம் கிளை <box>1245 288 1411 302</box>
emblem-icon <box>592 30 622 59</box>
body-paragraph: துணை அமைப்பாளர்கள் : (1) கு.கார்த்திகேயன், 2/84, வீளன் தொட்டம், வெள்ளியம்பதி, ஆதியூர், குன்னத்தூர், நாத்தக்குளி. (2) ரா.ரஞ்சன், 216, கருப்பன்ன பாரியம்பள்ளம், வெள்ளியம்பதி, ஆதியூர், குன்னத்தூர், நாத்தக்குளி. (3) கொ.கோபிநாத், 166, கிணத்துப்பதி, வெள்ளியம்பதி, குன்னத்தூர், நாத்தக்குளி. <box>781 140 1133 203</box>
branch-heading: லட்சுமணகவுண்டன்பாளையம் கிளை <box>863 938 1051 952</box>
body-paragraph: அமைப்பாளர் : கா.சுருப்புராஜ், 149/67, கீழேரிப்பதி, விருமாண்டம்பாளையம், குன்னத்தூர், நாத்தக்குளி. <box>1152 738 1504 763</box>
branch-heading: விருமாண்டம்பாளையம் கிளை <box>1249 944 1407 957</box>
body-paragraph: அமைப்பாளர் : செ.ஞானர்த்தனன், 233, வெள்ளியம்பதி, ஆதியூர், நாத்தக்குளி. <box>410 866 752 877</box>
body-paragraph: துணை அமைப்பாளர்கள் : (1) ஆ.ஆங்கள், 4/93, சொட்ட கவுண்டன்பாளையம் ஆதிதிராவிடர் குடியிருப்பு, நடுப்பட்டி, நாத்தக்குளி. (2) ர.சௌமித், 4/257, ஆதிதிராவிடர் குடியிருப்பு, நடுப்பட்டி, குன்னத்தூர், நாத்தக்குளி. (3) ப.ரமேஷ், 4/85, ஆதிதிராவிடர் குடியிருப்பு, நடுப்பட்டி, குன்னத்தூர், நாத்தக்குளி. <box>781 554 1133 604</box>
